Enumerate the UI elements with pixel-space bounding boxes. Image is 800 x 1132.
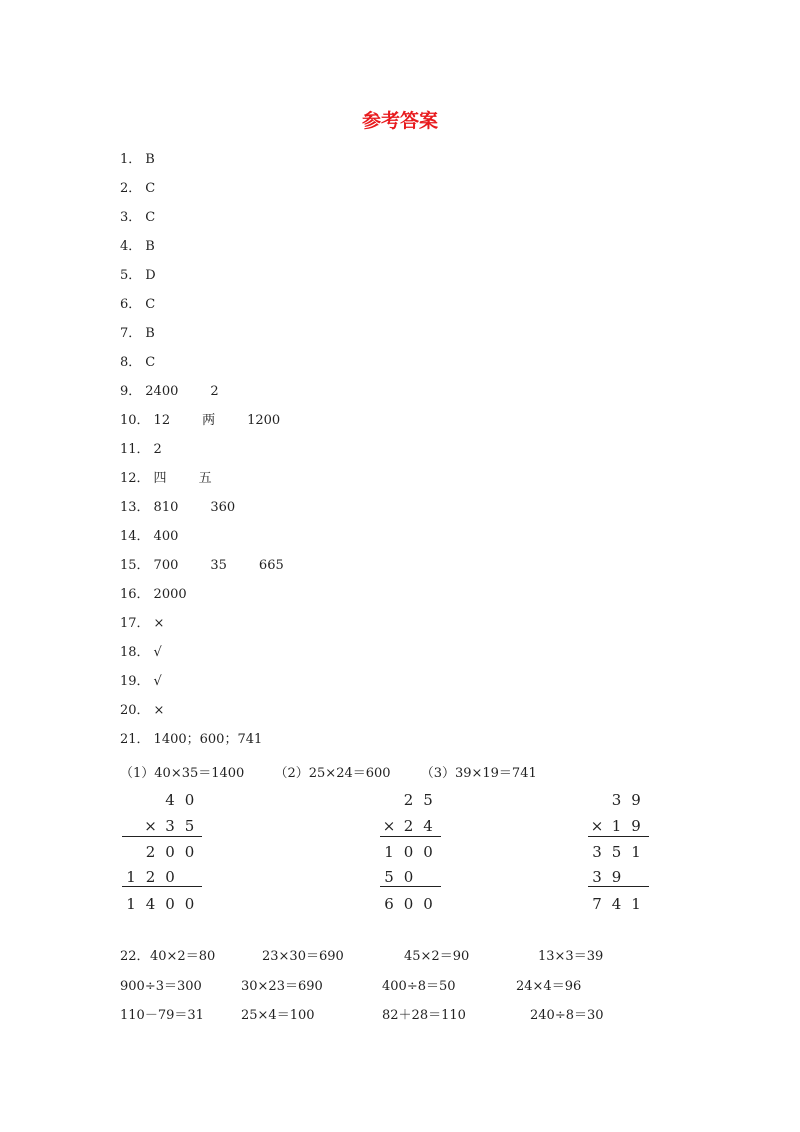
answer-value: 2400	[145, 384, 179, 399]
calc-digit: 4	[423, 817, 433, 835]
answer-value: √	[153, 674, 162, 689]
answer-number: 14．	[120, 529, 150, 544]
q22-equation: 13×3＝39	[538, 949, 604, 964]
calc-digit: ×	[144, 817, 157, 835]
answer-value: 1400；600；741	[153, 732, 263, 747]
answer-number: 13．	[120, 500, 150, 515]
calc-digit: 9	[631, 791, 641, 809]
calc-digit: 3	[611, 791, 622, 809]
answer-number: 11．	[120, 442, 150, 457]
calc-digit: 0	[184, 791, 195, 809]
answer-item	[120, 556, 284, 576]
calc-digit: 2	[403, 791, 414, 809]
calc-row	[588, 842, 688, 862]
answer-value: C	[145, 297, 156, 312]
q22-equation: 30×23＝690	[241, 979, 323, 994]
q22-equation: 25×4＝100	[241, 1008, 315, 1023]
calc-row	[588, 790, 688, 810]
q22-equation: 110－79＝31	[120, 1008, 204, 1023]
answer-value: 2	[153, 442, 162, 457]
answer-item	[120, 295, 155, 315]
calc-digit: 4	[165, 791, 175, 809]
q22-equation: 24×4＝96	[516, 979, 582, 994]
calc-row	[122, 816, 222, 836]
calc-row	[588, 867, 688, 887]
calc-digit: 1	[611, 817, 622, 835]
answer-number: 7．	[120, 326, 142, 341]
calc-digit: ×	[590, 817, 604, 835]
answer-item	[120, 643, 162, 663]
calc-digit: 0	[403, 868, 414, 886]
calc-row	[588, 816, 688, 836]
answer-value: 2	[210, 384, 219, 399]
calc-digit: 1	[126, 895, 136, 913]
answer-number: 16．	[120, 587, 150, 602]
answer-item	[120, 237, 155, 257]
answer-item	[120, 353, 155, 373]
calc-row	[122, 867, 222, 887]
answer-item	[120, 382, 219, 402]
calc-digit: 2	[403, 817, 414, 835]
answer-value: 360	[210, 500, 236, 515]
calc-rule	[380, 836, 441, 837]
calc-digit: 1	[126, 868, 136, 886]
answer-value: B	[145, 239, 155, 254]
calc-digit: 0	[165, 843, 175, 861]
answer-number: 19．	[120, 674, 150, 689]
calc-row	[380, 867, 480, 887]
q22-equation: 240÷8＝30	[530, 1008, 604, 1023]
answer-value: C	[145, 210, 156, 225]
answer-value: √	[153, 645, 162, 660]
answer-item	[120, 672, 162, 692]
calc-digit: 1	[384, 843, 394, 861]
answer-value: 2000	[153, 587, 187, 602]
calc-digit: 1	[631, 843, 641, 861]
calc-rule	[588, 836, 649, 837]
q22-equation: 45×2＝90	[404, 949, 470, 964]
answer-item	[120, 498, 235, 518]
calc-digit: ×	[382, 817, 396, 835]
calc-digit: 5	[184, 817, 195, 835]
answer-item	[120, 701, 164, 721]
q21-part-2: （2）25×24＝600	[274, 766, 391, 781]
answer-value: 35	[210, 558, 227, 573]
calc-digit: 2	[145, 868, 156, 886]
answer-number: 3．	[120, 210, 142, 225]
calc-digit: 4	[611, 895, 622, 913]
calc-digit: 7	[592, 895, 602, 913]
answer-value: 400	[153, 529, 179, 544]
answer-number: 8．	[120, 355, 142, 370]
answer-value: 四	[153, 471, 167, 486]
calc-digit: 0	[165, 895, 175, 913]
answer-value: D	[145, 268, 156, 283]
calc-rule	[122, 886, 202, 887]
answer-value: 五	[198, 471, 212, 486]
answer-value: 810	[153, 500, 179, 515]
answer-number: 6．	[120, 297, 142, 312]
answer-value: ×	[153, 703, 165, 718]
calc-row	[380, 842, 480, 862]
calc-digit: 9	[611, 868, 622, 886]
answer-value: 665	[258, 558, 284, 573]
calc-rule	[380, 886, 441, 887]
q21-part-3: （3）39×19＝741	[420, 766, 537, 781]
answer-item	[120, 411, 280, 431]
q22-equation: 23×30＝690	[262, 949, 344, 964]
calc-digit: 0	[403, 843, 414, 861]
answer-item	[120, 266, 156, 286]
answer-value: B	[145, 152, 155, 167]
answer-value: B	[145, 326, 155, 341]
answer-number: 9．	[120, 384, 142, 399]
calc-digit: 9	[631, 817, 641, 835]
answer-number: 20．	[120, 703, 150, 718]
calc-row	[380, 790, 480, 810]
answer-value: ×	[153, 616, 165, 631]
calc-row	[588, 894, 688, 914]
calc-digit: 6	[384, 895, 394, 913]
answer-number: 10．	[120, 413, 150, 428]
answer-item	[120, 324, 155, 344]
calc-digit: 5	[384, 868, 394, 886]
answer-item	[120, 614, 164, 634]
calc-digit: 5	[611, 843, 622, 861]
answer-value: C	[145, 181, 156, 196]
answer-number: 18．	[120, 645, 150, 660]
answer-item	[120, 730, 262, 750]
answer-value: 700	[153, 558, 179, 573]
answer-number: 12．	[120, 471, 150, 486]
calc-row	[122, 842, 222, 862]
answer-item	[120, 208, 155, 228]
answer-number: 4．	[120, 239, 142, 254]
answer-number: 2．	[120, 181, 142, 196]
answer-item	[120, 150, 155, 170]
answer-value: 两	[202, 413, 216, 428]
calc-digit: 0	[423, 843, 433, 861]
answer-item	[120, 585, 187, 605]
answer-item	[120, 179, 155, 199]
calc-digit: 2	[145, 843, 156, 861]
q22-number: 22．	[120, 949, 150, 964]
calc-row	[122, 790, 222, 810]
calc-digit: 3	[165, 817, 175, 835]
page-title: 参考答案	[361, 110, 438, 132]
calc-digit: 3	[592, 868, 602, 886]
calc-digit: 4	[145, 895, 156, 913]
calc-digit: 0	[184, 843, 195, 861]
answer-item	[120, 440, 162, 460]
q22-equation: 900÷3＝300	[120, 979, 202, 994]
q21-parts	[120, 762, 563, 781]
answer-value: 1200	[247, 413, 281, 428]
answer-item	[120, 527, 178, 547]
answer-number: 15．	[120, 558, 150, 573]
calc-row	[122, 894, 222, 914]
calc-digit: 0	[184, 895, 195, 913]
calc-rule	[588, 886, 649, 887]
calc-digit: 3	[592, 843, 602, 861]
q21-part-1: （1）40×35＝1400	[120, 766, 245, 781]
answer-number: 17．	[120, 616, 150, 631]
answer-value: C	[145, 355, 156, 370]
calc-rule	[122, 836, 202, 837]
q22-equation: 82＋28＝110	[382, 1008, 466, 1023]
q22-equation: 40×2＝80	[150, 949, 216, 964]
calc-row	[380, 816, 480, 836]
calc-digit: 0	[423, 895, 433, 913]
answer-number: 5．	[120, 268, 142, 283]
answer-number: 21．	[120, 732, 150, 747]
calc-digit: 0	[165, 868, 175, 886]
calc-row	[380, 894, 480, 914]
q22-equation: 400÷8＝50	[382, 979, 456, 994]
calc-digit: 1	[631, 895, 641, 913]
answer-number: 1．	[120, 152, 142, 167]
calc-digit: 0	[403, 895, 414, 913]
answer-value: 12	[153, 413, 171, 428]
answer-item	[120, 469, 212, 489]
calc-digit: 5	[423, 791, 433, 809]
